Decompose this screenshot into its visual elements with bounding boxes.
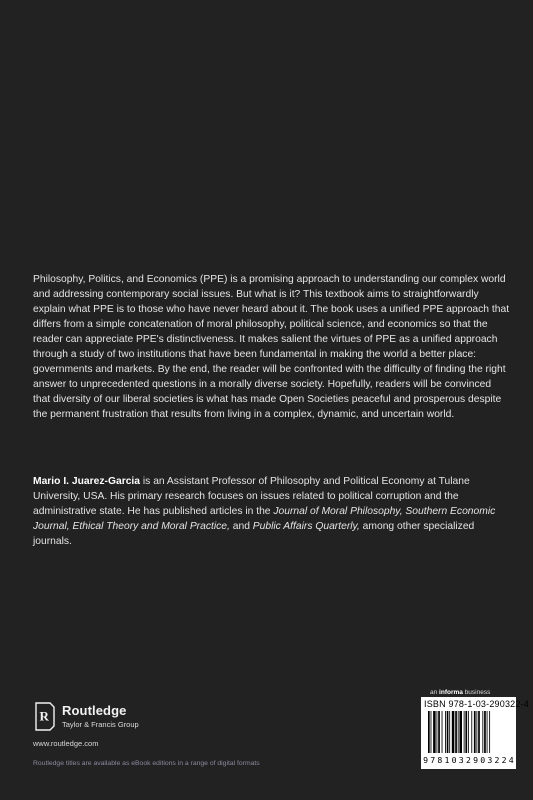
barcode-digit: 9 xyxy=(473,755,479,765)
barcode-bar xyxy=(487,711,488,753)
barcode-bar xyxy=(428,711,430,753)
barcode-bar xyxy=(489,711,490,753)
barcode-bar xyxy=(476,711,477,753)
author-bio xyxy=(33,474,511,549)
bio-text-3: among other specialized journals. xyxy=(33,521,475,547)
barcode-bar xyxy=(474,711,476,753)
barcode-bar xyxy=(478,711,480,753)
ebook-note: Routledge titles are available as eBook editions in a range of digital formats xyxy=(33,760,260,767)
barcode-bar xyxy=(458,711,459,753)
barcode-digit: 0 xyxy=(480,755,486,765)
barcode-bar xyxy=(459,711,462,753)
barcode-bar xyxy=(437,711,438,753)
publisher-url[interactable]: www.routledge.com xyxy=(33,739,99,748)
barcode-digit: 8 xyxy=(437,755,443,765)
barcode-digits xyxy=(421,755,516,765)
barcode-bar xyxy=(449,711,450,753)
barcode-icon xyxy=(427,711,510,755)
informa-business-label xyxy=(430,689,490,696)
bio-journals-1: Journal of Moral Philosophy, Southern Economic Journal, Ethical Theory and Moral Practice, xyxy=(33,506,496,532)
bio-journals-2: Public Affairs Quarterly, xyxy=(252,521,360,532)
barcode-bar xyxy=(468,711,469,753)
barcode-digit: 1 xyxy=(444,755,450,765)
isbn-label: ISBN 978-1-03-290322-4 xyxy=(424,699,529,709)
barcode-bar xyxy=(438,711,440,753)
barcode-bar xyxy=(484,711,486,753)
informa-suffix: business xyxy=(462,689,491,696)
publisher-name: Routledge xyxy=(62,703,127,718)
barcode-bar xyxy=(431,711,432,753)
bio-text-2: and xyxy=(229,521,253,532)
informa-prefix: an xyxy=(430,689,440,696)
bio-text-1: is an Assistant Professor of Philosophy and Political Economy at Tulane University, USA. His primary research focuses on issues related to political corruption and the administrative state. He has published articles in the xyxy=(33,476,470,517)
barcode-digit: 4 xyxy=(508,755,514,765)
barcode-digit: 7 xyxy=(430,755,436,765)
barcode-bar xyxy=(471,711,472,753)
barcode-bar xyxy=(442,711,443,753)
back-cover-blurb: Philosophy, Politics, and Economics (PPE) is a promising approach to understanding our complex world and addressing contemporary social issues. But what is it? This textbook aims to straightforwardly explain what PPE is to those who have never heard about it. The book uses a unified PPE approach that differs from a simple concatenation of moral philosophy, political science, and economics so that the reader can appreciate PPE's distinctiveness. It makes salient the virtues of PPE as a unified approach through a study of two institutions that have been fundamental in making the world a better place: governments and markets. By the end, the reader will be confronted with the difficulty of finding the right answer to unprecedented questions in a morally diverse society. Hopefully, readers will be convinced that diversity of our liberal societies is what has made Open Societies peaceful and prosperous despite the permanent frustration that results from living in a complex, dynamic, and uncertain world. xyxy=(33,274,510,420)
logo-letter: R xyxy=(39,708,49,724)
barcode-bar xyxy=(482,711,483,753)
barcode-digit: 3 xyxy=(487,755,493,765)
barcode-digit: 2 xyxy=(501,755,507,765)
barcode-bar xyxy=(433,711,436,753)
informa-brand: informa xyxy=(439,689,463,696)
barcode-digit: 9 xyxy=(423,755,429,765)
author-name: Mario I. Juarez-Garcia xyxy=(33,476,141,487)
barcode-digit: 2 xyxy=(494,755,500,765)
barcode-bar xyxy=(445,711,446,753)
barcode-digit: 0 xyxy=(451,755,457,765)
barcode-bar xyxy=(465,711,467,753)
barcode-digit: 2 xyxy=(465,755,471,765)
publisher-group: Taylor & Francis Group xyxy=(62,720,139,729)
barcode-bar xyxy=(447,711,449,753)
routledge-logo-icon xyxy=(33,700,57,733)
barcode-digit: 3 xyxy=(458,755,464,765)
barcode-bar xyxy=(452,711,455,753)
barcode-bar xyxy=(455,711,457,753)
barcode-bar xyxy=(464,711,465,753)
barcode-box xyxy=(421,697,529,769)
